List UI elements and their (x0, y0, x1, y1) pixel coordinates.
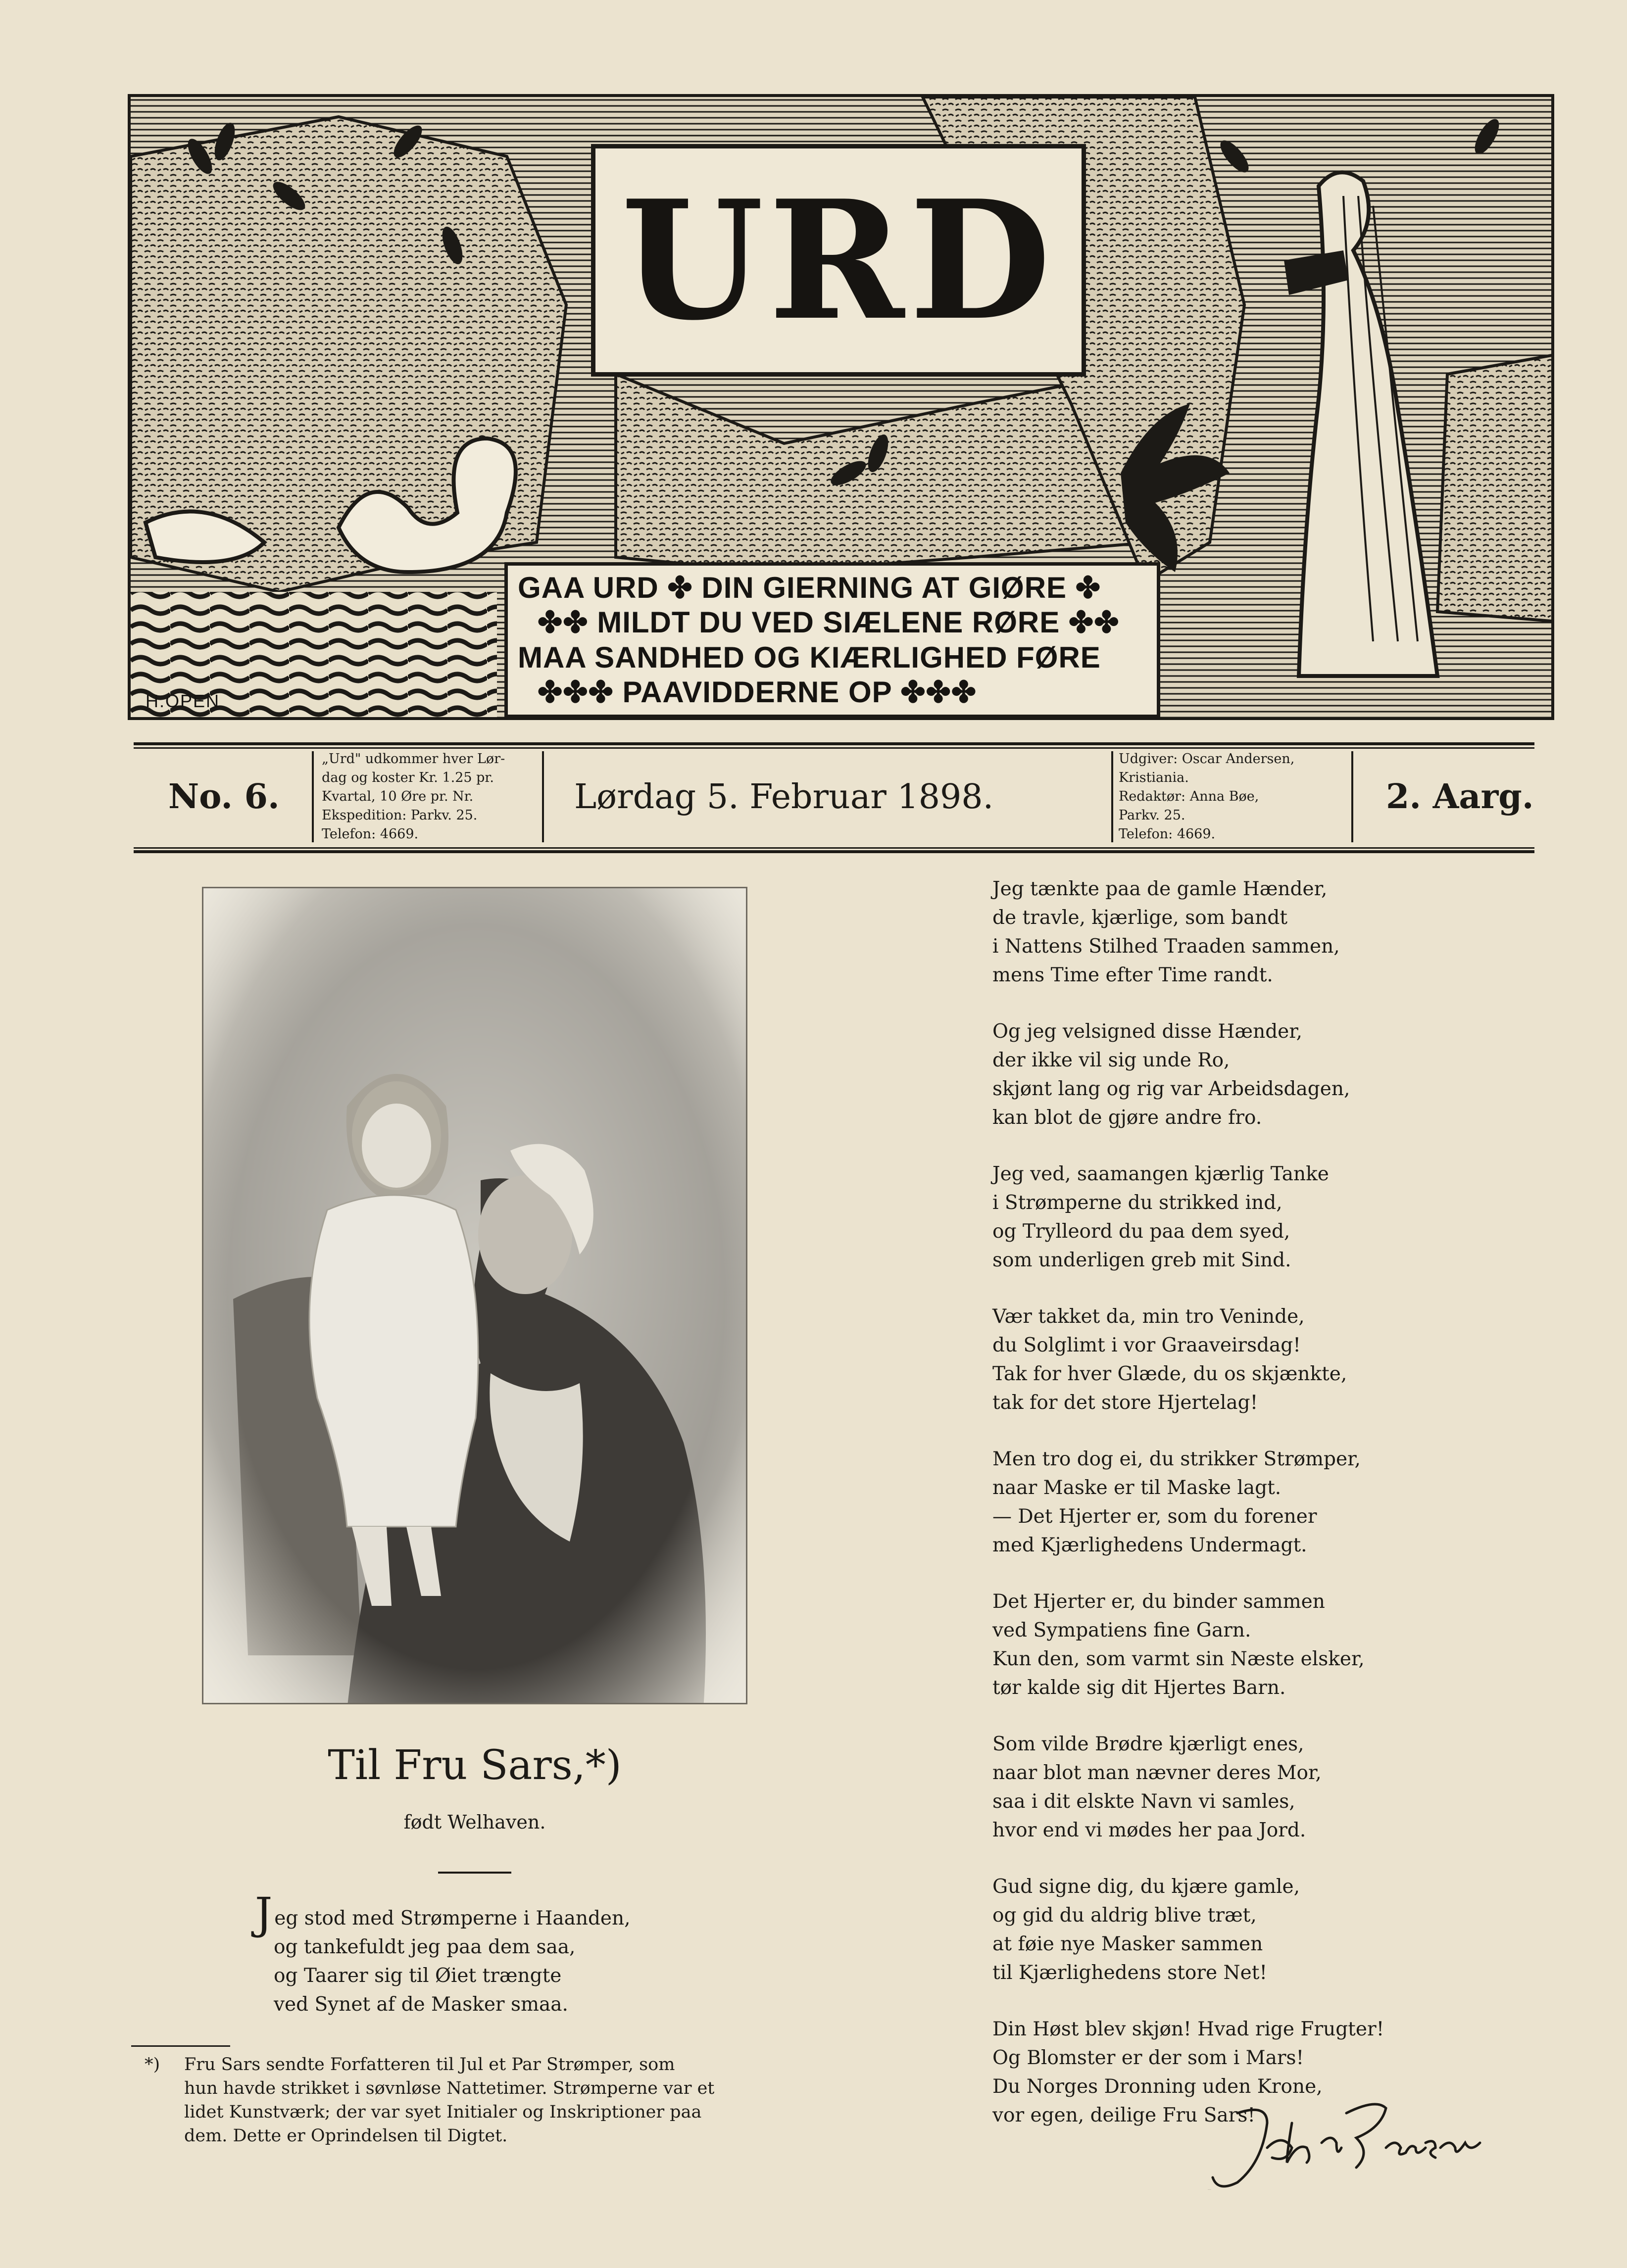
publisher-info: Udgiver: Oscar Andersen, Kristiania. Redaktør: Anna Bøe, Parkv. 25. Telefon: 4669. (1119, 751, 1295, 842)
footnote-line: dem. Dette er Oprindelsen til Digtet. (184, 2126, 508, 2146)
poem-line: til Kjærlighedens store Net! (992, 1962, 1268, 1984)
poem-line: at føie nye Masker sammen (992, 1933, 1263, 1955)
newspaper-title: URD (621, 164, 1056, 356)
poem-line: vor egen, deilige Fru Sars! (992, 2104, 1256, 2126)
footnote-line: Fru Sars sendte Forfatteren til Jul et Par Strømper, som (184, 2055, 675, 2075)
poem-title: Til Fru Sars,*) (328, 1742, 622, 1789)
divider (542, 751, 544, 842)
poem-line: de travle, kjærlige, som bandt (992, 907, 1288, 929)
masthead-illustration (128, 94, 1554, 720)
poem-line: saa i dit elskte Navn vi samles, (992, 1790, 1295, 1813)
poem-line: naar blot man nævner deres Mor, (992, 1762, 1322, 1784)
motto-line: ✤✤✤ PAAVIDDERNE OP ✤✤✤ (538, 675, 977, 709)
poem-line: Din Høst blev skjøn! Hvad rige Frugter! (992, 2018, 1384, 2040)
stanza (992, 1017, 1384, 1132)
subscription-cell (322, 747, 530, 846)
footnote-mark: *) (145, 2055, 160, 2075)
poem-continuation (992, 875, 1384, 2158)
footnote-rule (131, 2045, 230, 2047)
footnote-body (184, 2053, 818, 2148)
footnote (145, 2053, 818, 2148)
poem-line: og tankefuldt jeg paa dem saa, (274, 1936, 576, 1958)
stanza (992, 1730, 1384, 1845)
title-box (591, 144, 1086, 377)
year-cell (1386, 747, 1534, 846)
poem-line: mens Time efter Time randt. (992, 964, 1273, 986)
stanza (992, 1588, 1384, 1702)
motto-box (504, 562, 1160, 718)
poem-line (255, 1888, 631, 1939)
poem-line: Og Blomster er der som i Mars! (992, 2047, 1304, 2069)
poem-line: i Nattens Stilhed Traaden sammen, (992, 935, 1340, 958)
poem-line: Som vilde Brødre kjærligt enes, (992, 1733, 1304, 1755)
poem-line: tak for det store Hjertelag! (992, 1392, 1258, 1414)
issue-number: No. 6. (168, 777, 280, 817)
poem-line: skjønt lang og rig var Arbeidsdagen, (992, 1078, 1350, 1100)
poem-line: Det Hjerter er, du binder sammen (992, 1591, 1325, 1613)
motto-line: MAA SANDHED OG KIÆRLIGHED FØRE (518, 640, 1101, 674)
volume-year: 2. Aarg. (1386, 777, 1534, 817)
poem-line: Tak for hver Glæde, du os skjænkte, (992, 1363, 1347, 1385)
poem-line: Gud signe dig, du kjære gamle, (992, 1876, 1300, 1898)
top-rule (134, 742, 1534, 745)
poem-line: og Taarer sig til Øiet trængte (274, 1965, 562, 1987)
subscription-info: „Urd" udkommer hver Lør- dag og koster Kr. 1.25 pr. Kvartal, 10 Øre pr. Nr. Ekspedition: Parkv. 25. Telefon: 4669. (322, 751, 505, 842)
poem-line: hvor end vi mødes her paa Jord. (992, 1819, 1306, 1841)
poem-line: Kun den, som varmt sin Næste elsker, (992, 1648, 1365, 1670)
motto-line: ✤✤ MILDT DU VED SIÆLENE RØRE ✤✤ (538, 606, 1120, 639)
bottom-rule-thin (134, 847, 1534, 849)
motto-line: GAA URD ✤ DIN GIERNING AT GIØRE ✤ (518, 571, 1101, 605)
poem-line: tør kalde sig dit Hjertes Barn. (992, 1677, 1286, 1699)
stanza (992, 1445, 1384, 1560)
poem-line: som underligen greb mit Sind. (992, 1249, 1291, 1271)
divider (1351, 751, 1353, 842)
poem-line: Vær takket da, min tro Veninde, (992, 1305, 1305, 1328)
stanza (992, 1873, 1384, 1987)
footnote-line: lidet Kunstværk; der var syet Initialer og Inskriptioner paa (184, 2102, 702, 2122)
poem-line: Du Norges Dronning uden Krone, (992, 2075, 1323, 2098)
poem-line-text: eg stod med Strømperne i Haanden, (274, 1907, 631, 1930)
portrait-photograph (202, 887, 747, 1704)
poem-line: — Det Hjerter er, som du forener (992, 1505, 1317, 1528)
poem-line: Og jeg velsigned disse Hænder, (992, 1020, 1302, 1043)
author-signature (1208, 2093, 1485, 2192)
title-rule (438, 1872, 511, 1874)
artist-signature: H.OPEN (146, 691, 220, 711)
stanza (992, 1303, 1384, 1417)
issue-date: Lørdag 5. Februar 1898. (574, 777, 994, 817)
divider (312, 751, 314, 842)
poem-line: og gid du aldrig blive træt, (992, 1904, 1257, 1927)
poem-line: i Strømperne du strikked ind, (992, 1192, 1282, 1214)
poem-subtitle: født Welhaven. (403, 1811, 546, 1833)
poem-line: Jeg tænkte paa de gamle Hænder, (992, 878, 1328, 900)
first-stanza (255, 1888, 631, 2019)
poem-line: med Kjærlighedens Undermagt. (992, 1534, 1307, 1556)
poem-line: der ikke vil sig unde Ro, (992, 1049, 1230, 1071)
poem-line: naar Maske er til Maske lagt. (992, 1477, 1282, 1499)
poem-line: Jeg ved, saamangen kjærlig Tanke (992, 1163, 1329, 1185)
stanza (992, 875, 1384, 990)
portrait-image (203, 888, 747, 1704)
poem-line: kan blot de gjøre andre fro. (992, 1107, 1262, 1129)
divider (1111, 751, 1113, 842)
poem-line: ved Sympatiens fine Garn. (992, 1619, 1251, 1641)
info-bar (134, 747, 1534, 846)
stanza (992, 1160, 1384, 1275)
footnote-line: hun havde strikket i søvnløse Nattetimer. Strømperne var et (184, 2078, 715, 2098)
poem-line: Men tro dog ei, du strikker Strømper, (992, 1448, 1361, 1470)
date-cell (574, 747, 1119, 846)
bottom-rule (134, 850, 1534, 853)
poem-line: ved Synet af de Masker smaa. (274, 1993, 568, 2016)
publisher-cell (1119, 747, 1351, 846)
drop-cap: J (255, 1888, 273, 1939)
poem-line: du Solglimt i vor Graaveirsdag! (992, 1334, 1301, 1356)
poem-line: og Trylleord du paa dem syed, (992, 1220, 1290, 1243)
